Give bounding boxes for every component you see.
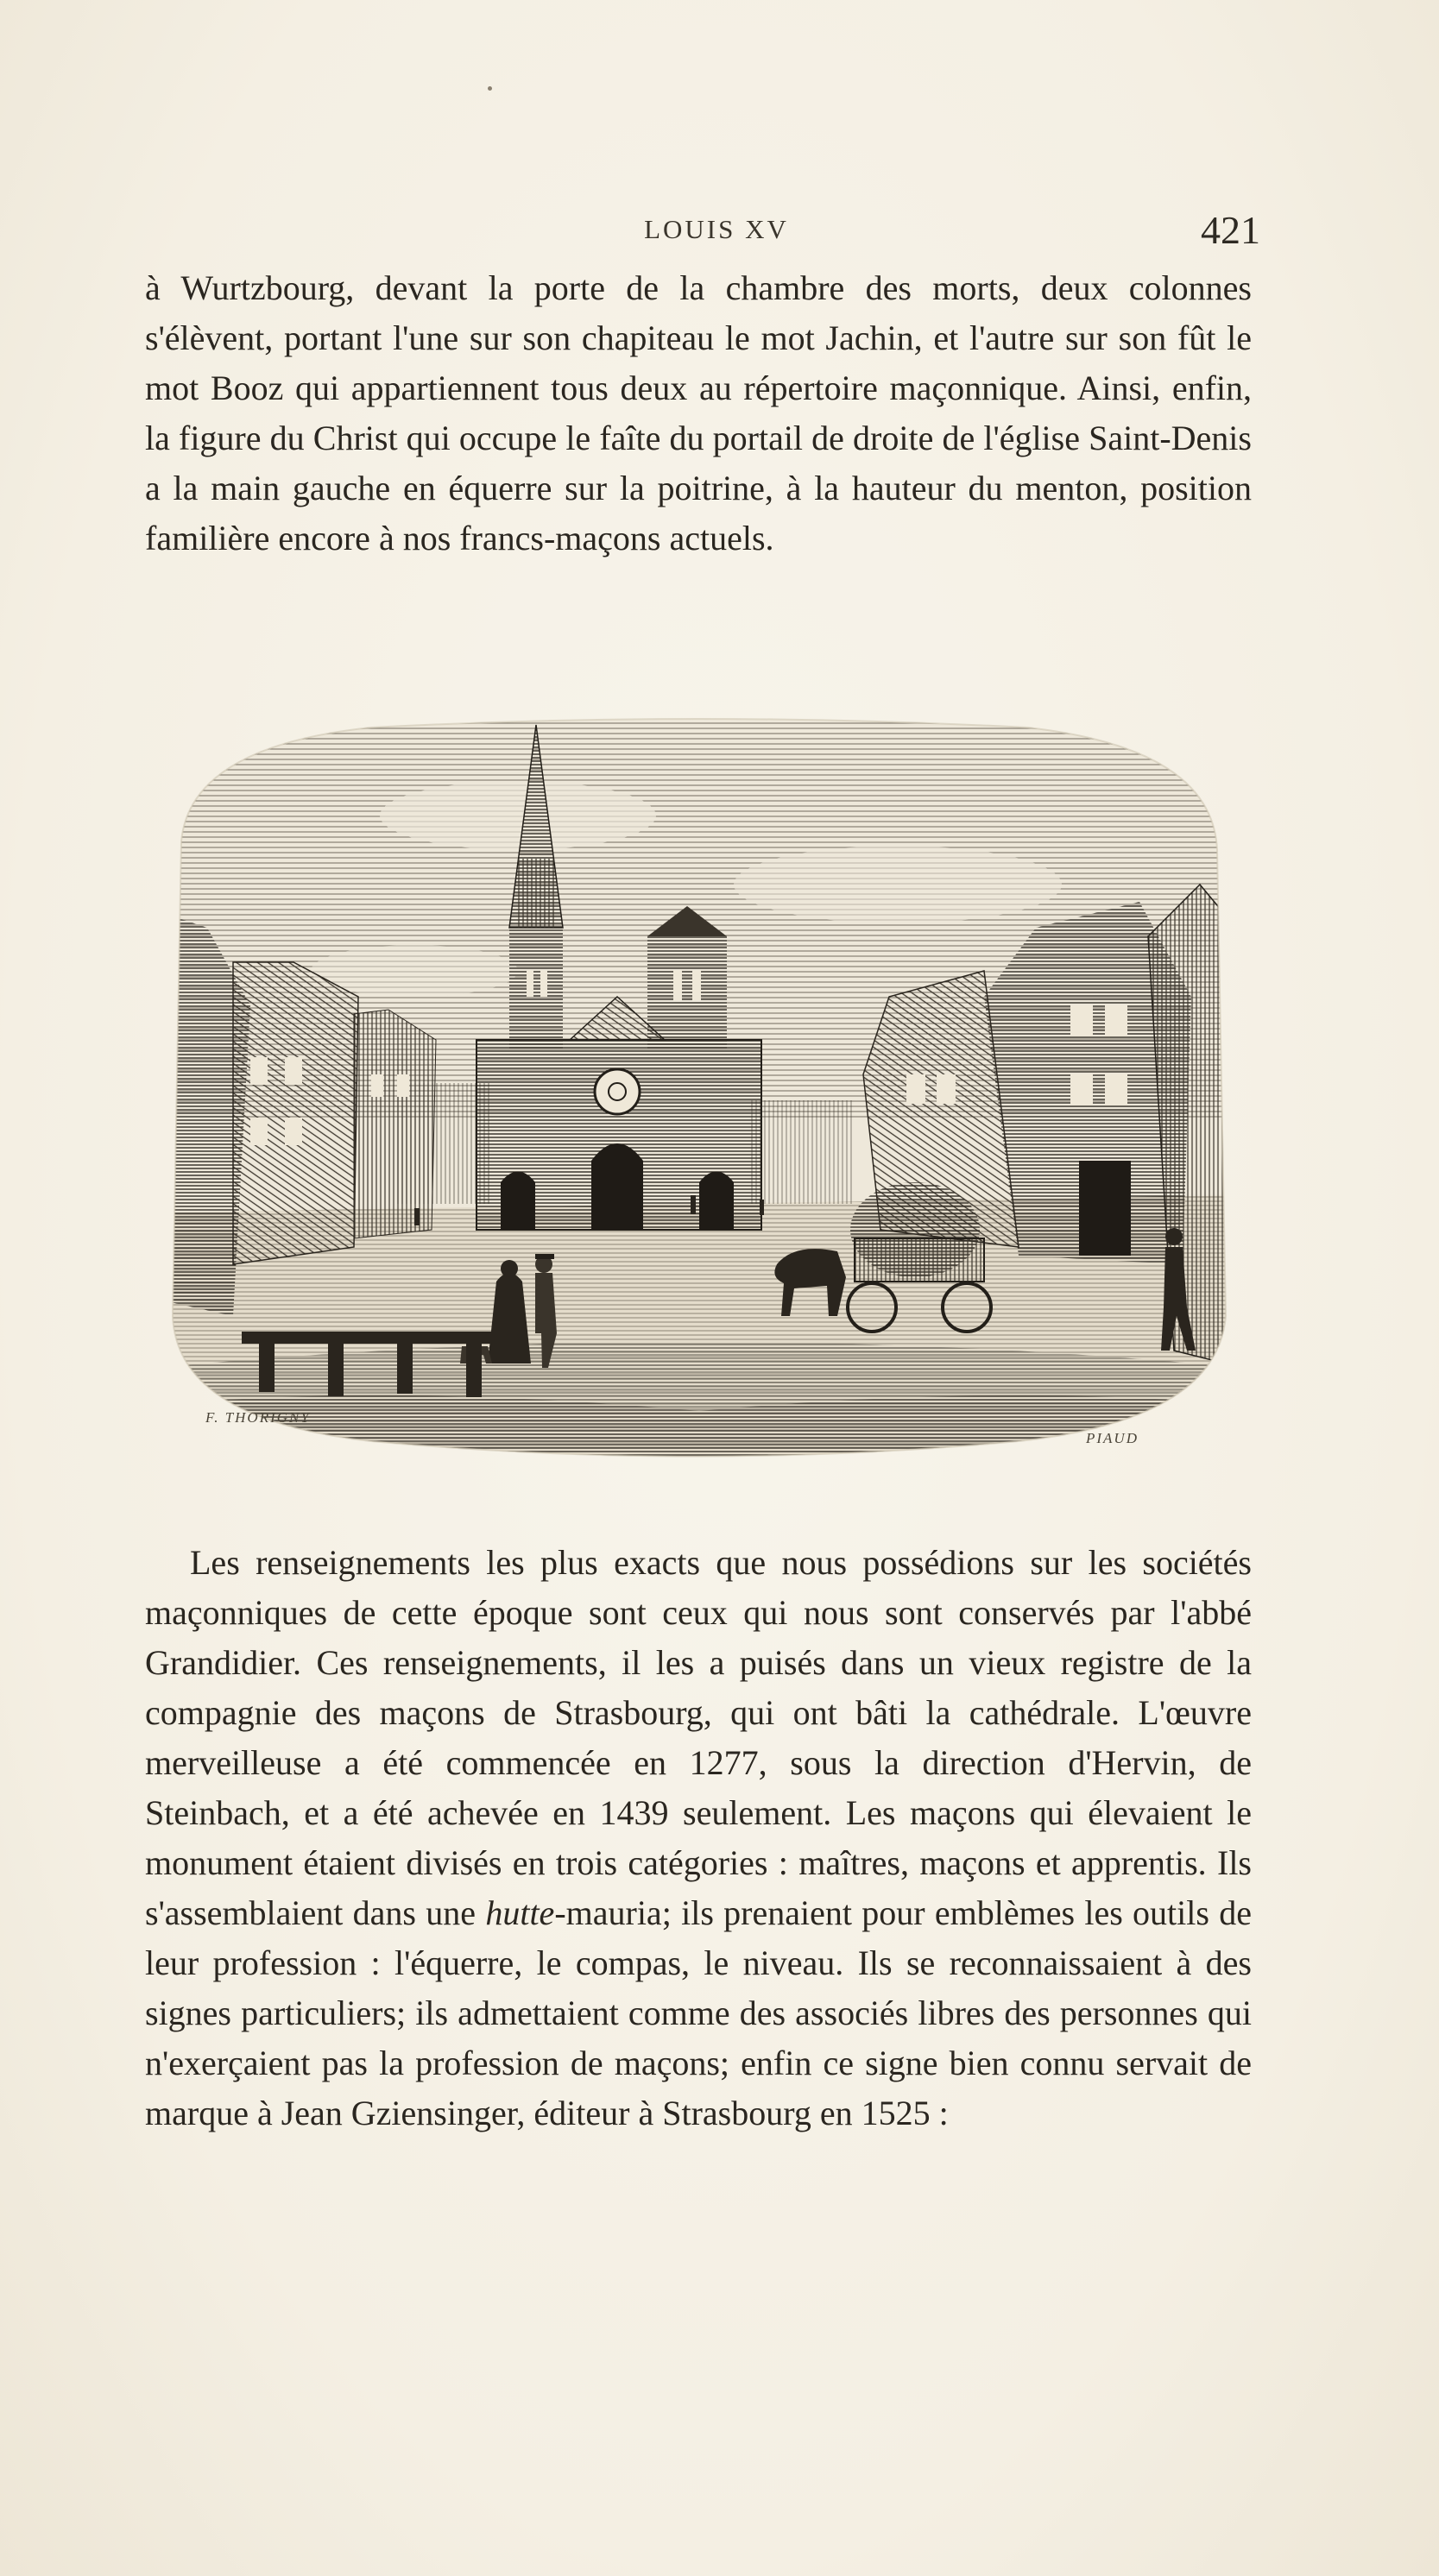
engraver-signature-left: F. THORIGNY <box>205 1409 311 1426</box>
italic-word: hutte <box>485 1893 555 1932</box>
paragraph-bottom <box>145 1538 1252 2138</box>
running-title: LOUIS XV <box>644 214 789 244</box>
engraving-illustration <box>155 712 1243 1467</box>
paper-speck <box>488 86 492 91</box>
paragraph-2-text-end: -mauria; ils prenaient pour emblèmes les outils de leur profession : l'équerre, le compas, le niveau. Ils se reconnaissaient à des signes particuliers; ils admettaient comme des associés libres des personnes qui n'exerçaient pas la profession de maçons; enfin ce signe bien connu servait de marque à Jean Gziensinger, éditeur à Strasbourg en 1525 : <box>145 1893 1253 2132</box>
paragraph-2 <box>145 1538 1252 2138</box>
engraving-svg <box>155 712 1243 1467</box>
engraving-scene <box>155 712 1243 1467</box>
paragraph-top <box>145 263 1252 564</box>
running-header <box>0 207 1439 259</box>
page-number: 421 <box>1201 208 1260 252</box>
engraver-signature-right: PIAUD <box>1086 1430 1139 1446</box>
paragraph-1-text: à Wurtzbourg, devant la porte de la chambre des morts, deux colonnes s'élèvent, portant l'une sur son chapiteau le mot Jachin, et l'autre sur son fût le mot Booz qui appartiennent tous deux au répertoire maçonnique. Ainsi, enfin, la figure du Christ qui occupe le faîte du portail de droite de l'église Saint-Denis a la main gauche en équerre sur la poitrine, à la hauteur du menton, position familière encore à nos francs-maçons actuels. <box>145 268 1252 557</box>
paragraph-2-text-start: Les renseignements les plus exacts que nous possédions sur les sociétés maçonniques de cette époque sont ceux qui nous sont conservés par l'abbé Grandidier. Ces renseignements, il les a puisés dans un vieux registre de la compagnie des maçons de Strasbourg, qui ont bâti la cathédrale. L'œuvre merveilleuse a été commencée en 1277, sous la direction d'Hervin, de Steinbach, et a été achevée en 1439 seulement. Les maçons qui élevaient le monument étaient divisés en trois catégories : maîtres, maçons et apprentis. Ils s'assemblaient dans une <box>145 1543 1252 1932</box>
